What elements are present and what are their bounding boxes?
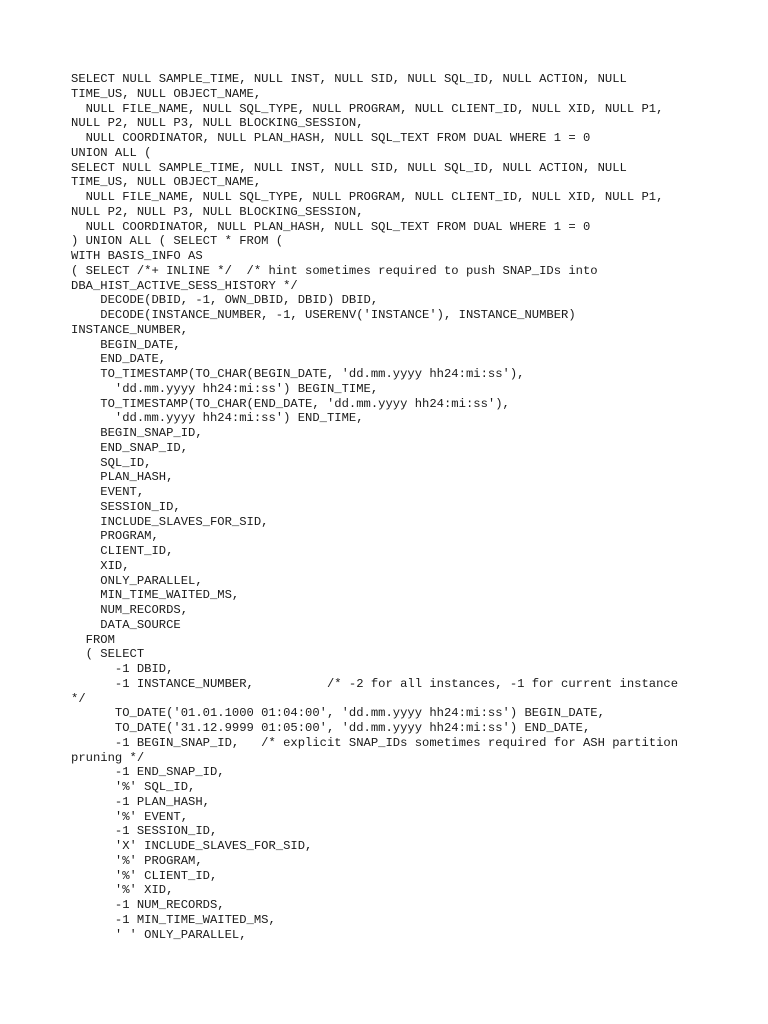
code-line: -1 MIN_TIME_WAITED_MS, <box>71 912 276 927</box>
code-line: '%' SQL_ID, <box>71 780 196 794</box>
code-line: SESSION_ID, <box>71 499 181 514</box>
code-line: '%' PROGRAM, <box>71 853 203 868</box>
code-line: DECODE(DBID, -1, OWN_DBID, DBID) DBID, <box>71 293 379 308</box>
code-line: -1 DBID, <box>71 662 174 676</box>
code-line: '%' CLIENT_ID, <box>71 868 218 883</box>
code-line: -1 INSTANCE_NUMBER, /* -2 for all instances, -1 for current instance <box>71 676 679 691</box>
code-line: PROGRAM, <box>71 529 159 544</box>
code-line: -1 BEGIN_SNAP_ID, /* explicit SNAP_IDs sometimes required for ASH partition <box>71 735 679 750</box>
code-line: -1 PLAN_HASH, <box>71 794 210 809</box>
code-line: -1 END_SNAP_ID, <box>71 765 225 780</box>
code-line: PLAN_HASH, <box>71 470 174 485</box>
code-line: EVENT, <box>71 485 145 499</box>
code-line: NUM_RECORDS, <box>71 603 189 617</box>
code-line: */ <box>71 691 86 706</box>
code-line: BEGIN_SNAP_ID, <box>71 426 203 440</box>
code-line: DECODE(INSTANCE_NUMBER, -1, USERENV('INSTANCE'), INSTANCE_NUMBER) <box>71 308 576 322</box>
code-line: ONLY_PARALLEL, <box>71 573 203 588</box>
code-line: FROM <box>71 632 115 647</box>
code-line: DATA_SOURCE <box>71 617 181 632</box>
code-line: TIME_US, NULL OBJECT_NAME, <box>71 175 262 190</box>
code-line: -1 SESSION_ID, <box>71 824 218 839</box>
code-line: SELECT NULL SAMPLE_TIME, NULL INST, NULL SID, NULL SQL_ID, NULL ACTION, NULL <box>71 72 627 86</box>
code-line: INSTANCE_NUMBER, <box>71 322 189 337</box>
code-line: MIN_TIME_WAITED_MS, <box>71 588 240 603</box>
code-page <box>71 72 731 942</box>
code-line: TO_DATE('01.01.1000 01:04:00', 'dd.mm.yyyy hh24:mi:ss') BEGIN_DATE, <box>71 706 605 721</box>
code-line: END_SNAP_ID, <box>71 440 189 455</box>
code-line: ) UNION ALL ( SELECT * FROM ( <box>71 234 284 249</box>
code-line: pruning */ <box>71 750 145 765</box>
code-line: '%' XID, <box>71 883 174 898</box>
code-line: 'X' INCLUDE_SLAVES_FOR_SID, <box>71 839 313 853</box>
code-line: XID, <box>71 558 130 573</box>
code-line: NULL FILE_NAME, NULL SQL_TYPE, NULL PROGRAM, NULL CLIENT_ID, NULL XID, NULL P1, <box>71 101 664 116</box>
code-line: -1 NUM_RECORDS, <box>71 898 225 912</box>
code-line: BEGIN_DATE, <box>71 337 181 352</box>
code-line: TO_DATE('31.12.9999 01:05:00', 'dd.mm.yyyy hh24:mi:ss') END_DATE, <box>71 721 591 735</box>
code-line: ( SELECT <box>71 647 145 662</box>
code-line: INCLUDE_SLAVES_FOR_SID, <box>71 514 269 529</box>
code-line: END_DATE, <box>71 352 167 367</box>
code-line: WITH BASIS_INFO AS <box>71 249 203 263</box>
code-line: NULL P2, NULL P3, NULL BLOCKING_SESSION, <box>71 204 364 219</box>
code-line: 'dd.mm.yyyy hh24:mi:ss') BEGIN_TIME, <box>71 381 379 396</box>
code-line: 'dd.mm.yyyy hh24:mi:ss') END_TIME, <box>71 411 364 426</box>
code-line: TO_TIMESTAMP(TO_CHAR(BEGIN_DATE, 'dd.mm.yyyy hh24:mi:ss'), <box>71 367 525 381</box>
code-line: SQL_ID, <box>71 455 152 470</box>
code-line: NULL COORDINATOR, NULL PLAN_HASH, NULL SQL_TEXT FROM DUAL WHERE 1 = 0 <box>71 219 591 234</box>
code-line: ' ' ONLY_PARALLEL, <box>71 927 247 942</box>
code-line: NULL FILE_NAME, NULL SQL_TYPE, NULL PROGRAM, NULL CLIENT_ID, NULL XID, NULL P1, <box>71 190 664 204</box>
code-line: SELECT NULL SAMPLE_TIME, NULL INST, NULL SID, NULL SQL_ID, NULL ACTION, NULL <box>71 160 627 175</box>
code-line: DBA_HIST_ACTIVE_SESS_HISTORY */ <box>71 278 298 293</box>
code-line: NULL COORDINATOR, NULL PLAN_HASH, NULL SQL_TEXT FROM DUAL WHERE 1 = 0 <box>71 131 591 145</box>
code-line: CLIENT_ID, <box>71 544 174 558</box>
code-line: NULL P2, NULL P3, NULL BLOCKING_SESSION, <box>71 116 364 131</box>
code-line: UNION ALL ( <box>71 145 152 160</box>
code-line: TO_TIMESTAMP(TO_CHAR(END_DATE, 'dd.mm.yyyy hh24:mi:ss'), <box>71 396 510 411</box>
code-line: ( SELECT /*+ INLINE */ /* hint sometimes required to push SNAP_IDs into <box>71 263 598 278</box>
code-line: TIME_US, NULL OBJECT_NAME, <box>71 86 262 101</box>
code-line: '%' EVENT, <box>71 809 189 824</box>
